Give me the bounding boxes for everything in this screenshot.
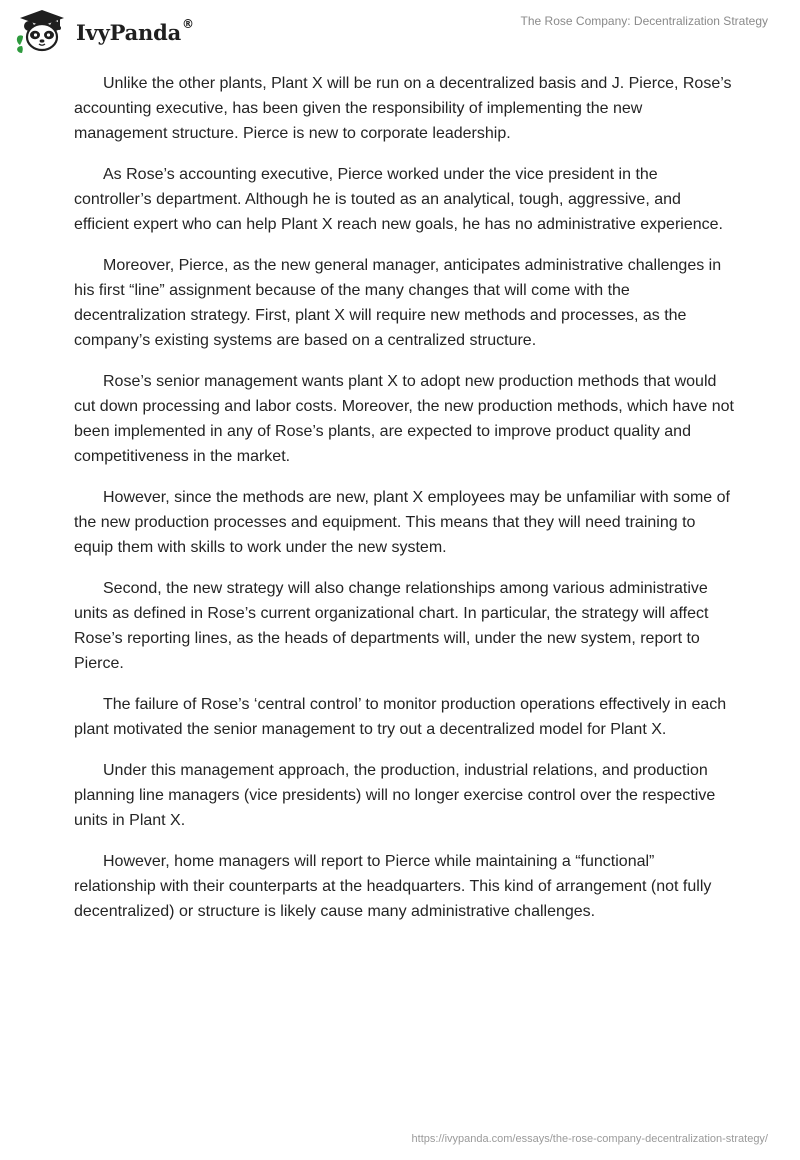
paragraph: Second, the new strategy will also change relationships among various administrative units as defined in Rose’s current organizational chart. In particular, the strategy will affect Rose’s reporting lines, as the heads of departments will, under the new system, report to Pierce. [74, 580, 709, 672]
paragraph: Rose’s senior management wants plant X to adopt new production methods that would cut down processing and labor costs. Moreover, the new production methods, which have not been implemented in any of Rose’s plants, are expected to improve product quality and competitiveness in the market. [74, 373, 734, 465]
paragraph: However, home managers will report to Pierce while maintaining a “functional” relationship with their counterparts at the headquarters. This kind of arrangement (not fully decentralized) or structure is likely cause many administrative challenges. [74, 853, 712, 920]
brand-name: IvyPanda® [76, 16, 194, 45]
ivypanda-logo[interactable] [14, 8, 194, 54]
panda-graduate-icon [14, 8, 70, 54]
paragraph: The failure of Rose’s ‘central control’ to monitor production operations effectively in each plant motivated the senior management to try out a decentralized model for Plant X. [74, 696, 727, 738]
paragraph: Moreover, Pierce, as the new general manager, anticipates administrative challenges in his first “line” assignment because of the many changes that will come with the decentralization strategy. First, plant X will require new methods and processes, as the company’s existing systems are based on a centralized structure. [74, 257, 722, 349]
document-title: The Rose Company: Decentralization Strategy [520, 14, 768, 28]
paragraph: Unlike the other plants, Plant X will be run on a decentralized basis and J. Pierce, Rose’s accounting executive, has been given the responsibility of implementing the new management structure. Pierce is new to corporate leadership. [74, 75, 732, 142]
page-header [0, 0, 800, 60]
paragraph: Under this management approach, the production, industrial relations, and production planning line managers (vice presidents) will no longer exercise control over the respective units in Plant X. [74, 762, 716, 829]
registered-mark: ® [182, 16, 194, 31]
source-url-link[interactable]: https://ivypanda.com/essays/the-rose-company-decentralization-strategy/ [411, 1133, 768, 1145]
essay-body [74, 71, 734, 940]
paragraph: As Rose’s accounting executive, Pierce worked under the vice president in the controller’s department. Although he is touted as an analytical, tough, aggressive, and efficient expert who can help Plant X reach new goals, he has no administrative experience. [74, 166, 723, 233]
paragraph: However, since the methods are new, plant X employees may be unfamiliar with some of the new production processes and equipment. This means that they will need training to equip them with skills to work under the new system. [74, 489, 730, 556]
